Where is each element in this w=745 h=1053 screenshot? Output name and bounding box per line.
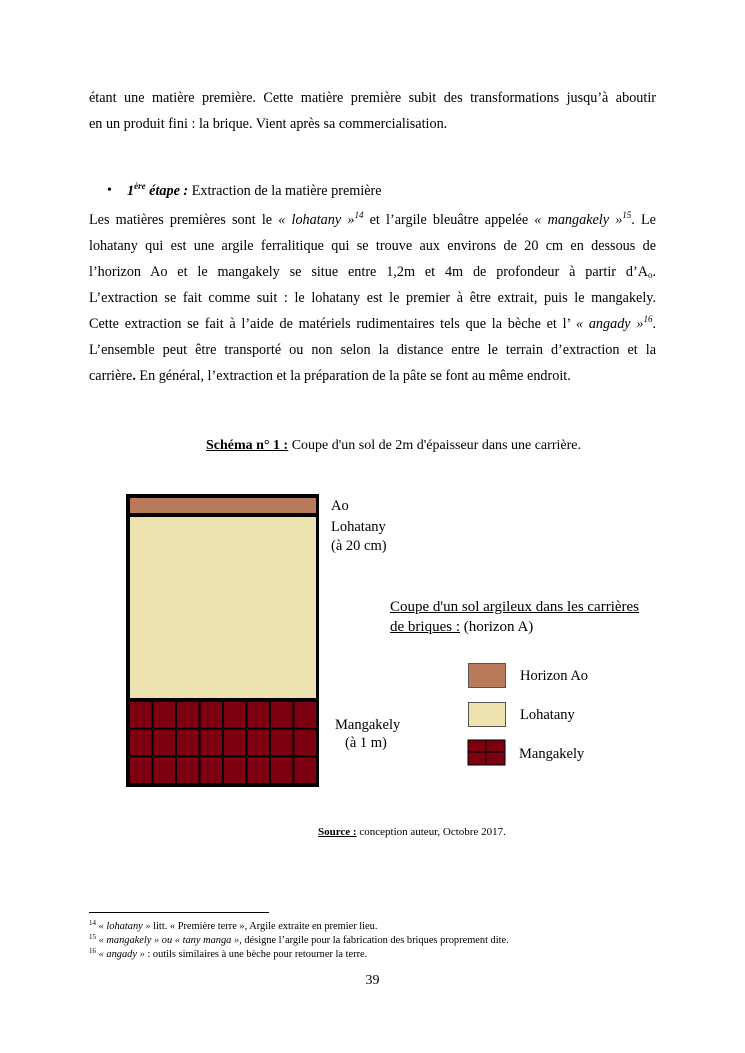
lohatany-layer xyxy=(130,517,316,698)
term-mangakely: « mangakely » xyxy=(534,212,623,228)
text-span: l’horizon Ao et le mangakely se situe entre 1,2m et 4m de profondeur à partir d’A xyxy=(89,264,648,280)
figure-caption-text: Coupe d'un sol de 2m d'épaisseur dans une carrière. xyxy=(288,438,581,453)
footnote-16 xyxy=(89,948,367,961)
paragraph-intro-line-2: en un produit fini : la brique. Vient après sa commercialisation. xyxy=(89,116,448,132)
text-span: . xyxy=(652,264,656,280)
mangakely-cell xyxy=(201,757,223,783)
mangakely-cell xyxy=(271,757,293,783)
mangakely-cell xyxy=(154,702,176,728)
footnote-term: « lohatany » xyxy=(98,921,151,932)
term-lohatany: « lohatany » xyxy=(278,212,355,228)
figure-caption-label: Schéma n° 1 : xyxy=(206,438,289,453)
mangakely-cell xyxy=(177,702,199,728)
page-number: 39 xyxy=(365,973,380,988)
footnote-ref-14: 14 xyxy=(354,210,364,220)
paragraph-extraction-line-4: L’extraction se fait comme suit : le lohatany est le premier à être extrait, puis le mangakely. xyxy=(89,290,656,306)
footnote-text: : outils similaires à une bèche pour retourner la terre. xyxy=(144,949,368,960)
footnote-ref-15: 15 xyxy=(622,210,632,220)
mangakely-cell xyxy=(154,757,176,783)
footnote-number: 14 xyxy=(89,919,96,927)
mangakely-cell xyxy=(201,702,223,728)
text-span: carrière xyxy=(89,368,133,384)
mangakely-cell xyxy=(248,730,270,756)
text-span: En général, l’extraction et la préparation de la pâte se font au même endroit. xyxy=(135,368,571,384)
legend-swatch-lohatany xyxy=(468,702,506,727)
paragraph-extraction-line-6: L’ensemble peut être transporté ou non selon la distance entre le terrain d’extraction et la xyxy=(89,342,656,358)
figure-source-text: conception auteur, Octobre 2017. xyxy=(356,826,506,838)
step-number: 1 xyxy=(127,183,135,199)
footnote-number: 15 xyxy=(89,933,96,941)
legend-label-lohatany: Lohatany xyxy=(520,707,575,723)
footnote-ref-16: 16 xyxy=(643,314,653,324)
footnote-text: désigne l’argile pour la fabrication des briques proprement dite. xyxy=(241,935,509,946)
figure-source xyxy=(318,826,506,838)
mangakely-cell xyxy=(295,730,317,756)
mangakely-cell xyxy=(271,730,293,756)
label-mangakely-depth: (à 1 m) xyxy=(345,735,387,751)
bullet-dot-icon: • xyxy=(107,183,112,198)
mangakely-cell xyxy=(154,730,176,756)
text-span: Les matières premières sont le xyxy=(89,212,279,228)
paragraph-extraction-line-2: lohatany qui est une argile ferralitique qui se trouve aux environs de 20 cm en dessous de xyxy=(89,238,656,254)
label-lohatany-depth: (à 20 cm) xyxy=(331,538,387,554)
legend-title-line-2-rest: (horizon A) xyxy=(459,619,534,635)
text-span: . Le xyxy=(631,212,656,228)
mangakely-cell xyxy=(271,702,293,728)
text-span: Cette extraction se fait à l’aide de matériels rudimentaires tels que la bèche et l’ xyxy=(89,316,576,332)
label-ao: Ao xyxy=(331,498,349,514)
legend-label-mangakely: Mangakely xyxy=(519,746,585,762)
legend-title-line-2-underlined: de briques : xyxy=(390,619,460,635)
label-lohatany: Lohatany xyxy=(331,519,386,535)
mangakely-cell xyxy=(130,757,152,783)
label-mangakely: Mangakely xyxy=(335,717,401,733)
footnote-term: « mangakely » ou « tany manga », xyxy=(98,935,242,946)
mangakely-cell xyxy=(130,702,152,728)
legend-swatch-horizon-ao xyxy=(468,663,506,688)
paragraph-intro-line-1: étant une matière première. Cette matière première subit des transformations jusqu’à aboutir xyxy=(89,90,656,106)
footnote-separator xyxy=(89,912,269,913)
subscript-o: o xyxy=(647,270,653,280)
footnote-number: 16 xyxy=(89,947,96,955)
mangakely-cell xyxy=(224,702,246,728)
mangakely-cell xyxy=(130,730,152,756)
text-bold: . xyxy=(132,368,136,384)
footnote-15 xyxy=(89,934,509,947)
mangakely-cell xyxy=(177,730,199,756)
mangakely-cell xyxy=(224,757,246,783)
footnote-term: « angady » xyxy=(98,949,145,960)
mangakely-cell xyxy=(224,730,246,756)
step-number-sup: ère xyxy=(134,181,146,191)
legend-title xyxy=(390,597,639,637)
legend-label-horizon-ao: Horizon Ao xyxy=(520,668,589,684)
mangakely-cell xyxy=(248,702,270,728)
mangakely-cell xyxy=(248,757,270,783)
legend-title-line-1: Coupe d'un sol argileux dans les carrières xyxy=(390,599,640,615)
step-word: étape : xyxy=(145,183,189,199)
footnote-14 xyxy=(89,920,377,933)
text-span: . xyxy=(652,316,656,332)
mangakely-cell xyxy=(201,730,223,756)
horizon-ao-layer xyxy=(130,498,316,513)
text-span: et l’argile bleuâtre appelée xyxy=(363,212,535,228)
mangakely-cell xyxy=(295,702,317,728)
mangakely-cell xyxy=(177,757,199,783)
term-angady: « angady » xyxy=(575,316,644,332)
footnote-text: litt. « Première terre », Argile extraite en premier lieu. xyxy=(150,921,378,932)
step-text: Extraction de la matière première xyxy=(188,183,382,199)
mangakely-cell xyxy=(295,757,317,783)
figure-source-label: Source : xyxy=(318,826,357,838)
